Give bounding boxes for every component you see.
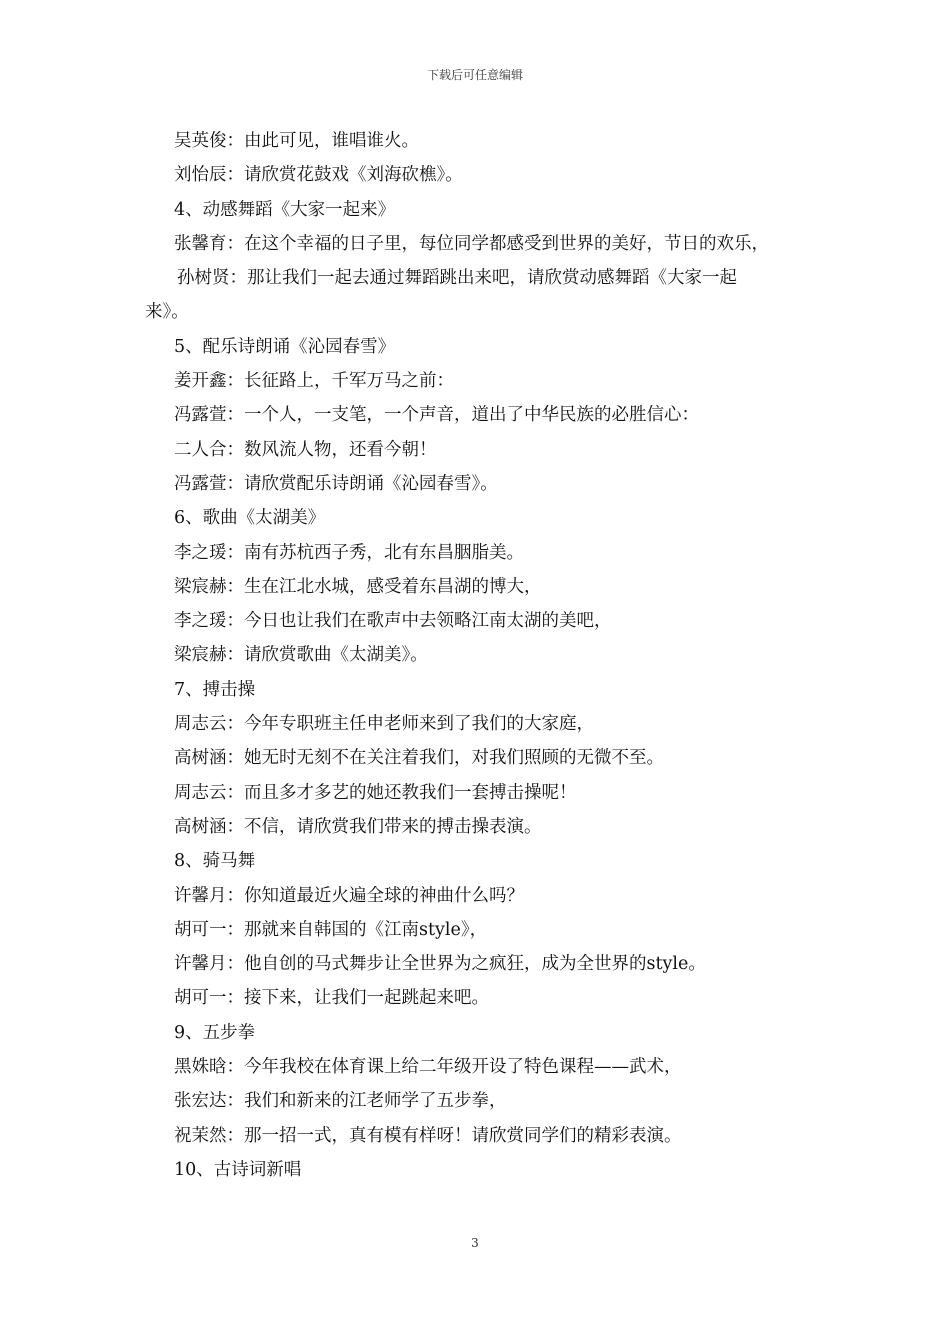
text-line: 李之瑗：南有苏杭西子秀，北有东昌胭脂美。 [174, 542, 524, 563]
text-line: 梁宸赫：请欣赏歌曲《太湖美》。 [174, 645, 428, 666]
section-heading: 5、配乐诗朗诵《沁园春雪》 [174, 336, 396, 357]
page-number: 3 [471, 1236, 479, 1250]
text-line: 胡可一：那就来自韩国的《江南style》， [174, 919, 488, 940]
text-line: 刘怡辰：请欣赏花鼓戏《刘海砍樵》。 [174, 165, 463, 186]
text-line: 周志云：今年专职班主任申老师来到了我们的大家庭， [174, 714, 594, 735]
text-line: 许馨月：他自创的马式舞步让全世界为之疯狂，成为全世界的style。 [174, 954, 706, 975]
text-line: 二人合：数风流人物，还看今朝！ [174, 439, 437, 460]
section-heading: 4、动感舞蹈《大家一起来》 [174, 199, 396, 220]
text-line: 许馨月：你知道最近火遍全球的神曲什么吗？ [174, 885, 524, 906]
text-line: 高树涵：不信，请欣赏我们带来的搏击操表演。 [174, 816, 542, 837]
text-line: 吴英俊：由此可见，谁唱谁火。 [174, 131, 419, 151]
text-line: 李之瑗：今日也让我们在歌声中去领略江南太湖的美吧， [174, 611, 612, 632]
text-line: 高树涵：她无时无刻不在关注着我们，对我们照顾的无微不至。 [174, 748, 664, 769]
text-line: 张宏达：我们和新来的江老师学了五步拳， [174, 1091, 507, 1112]
text-line: 周志云：而且多才多艺的她还教我们一套搏击操呢！ [174, 782, 577, 803]
document-body [145, 124, 825, 1187]
text-line: 张馨育：在这个幸福的日子里，每位同学都感受到世界的美好，节日的欢乐， [174, 233, 769, 254]
text-line: 孙树贤：那让我们一起去通过舞蹈跳出来吧，请欣赏动感舞蹈《大家一起 [177, 268, 737, 289]
text-line: 姜开鑫：长征路上，千军万马之前： [174, 371, 454, 392]
section-heading: 6、歌曲《太湖美》 [174, 508, 326, 529]
text-line: 梁宸赫：生在江北水城，感受着东昌湖的博大， [174, 576, 542, 597]
text-line-continuation: 来》。 [145, 302, 189, 323]
text-line: 冯露萱：一个人，一支笔，一个声音，道出了中华民族的必胜信心： [174, 405, 699, 426]
text-line: 冯露萱：请欣赏配乐诗朗诵《沁园春雪》。 [174, 473, 498, 494]
text-line: 黑姝晗：今年我校在体育课上给二年级开设了特色课程——武术， [174, 1057, 682, 1078]
page-header: 下载后可任意编辑 [426, 68, 523, 82]
section-heading: 10、古诗词新唱 [174, 1159, 302, 1180]
section-heading: 8、骑马舞 [174, 851, 256, 872]
text-line: 胡可一：接下来，让我们一起跳起来吧。 [174, 988, 489, 1009]
section-heading: 9、五步拳 [174, 1022, 256, 1043]
text-line: 祝茉然：那一招一式，真有模有样呀！请欣赏同学们的精彩表演。 [174, 1125, 682, 1146]
section-heading: 7、搏击操 [174, 679, 256, 700]
